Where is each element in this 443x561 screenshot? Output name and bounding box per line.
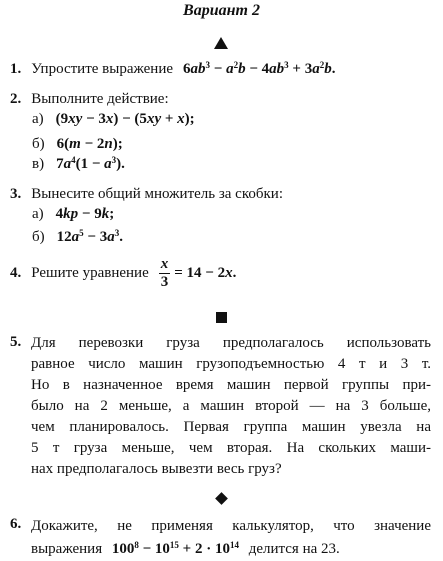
task-6-number-wrap (10, 515, 21, 533)
task-number: 5. (10, 334, 22, 350)
task-expression: = 14 − 2x. (174, 265, 237, 282)
diamond-marker-icon (215, 492, 228, 505)
task-expression: 6(m − 2n); (56, 136, 123, 152)
fraction-x-over-3: $\frac{x}{3}$ (160, 256, 169, 290)
task-text: Упростите выражение (31, 61, 174, 77)
task-2 (10, 90, 169, 108)
task-expression: $6ab^3 - a^2b - 4ab^3 + 3a^2b$. (183, 60, 336, 77)
task-5-line: было на 2 меньше, а машин второй — на 3 больше, (31, 398, 431, 414)
task-5-line: Для перевозки груза предполагалось использовать (31, 335, 431, 351)
variant-title: Вариант 2 (183, 2, 260, 19)
task-2a (32, 110, 195, 128)
task-text: Вынесите общий множитель за скобки: (31, 186, 283, 202)
square-marker-icon (216, 312, 227, 323)
task-6-line: Докажите, не применяя калькулятор, что значение (31, 518, 431, 534)
task-expression: 4kp − 9k; (55, 206, 115, 222)
task-text: Выполните действие: (31, 91, 169, 107)
sub-label: в) (32, 156, 45, 172)
task-expression: $7a^4(1 - a^3)$. (56, 155, 125, 172)
task-5-number-wrap (10, 333, 21, 351)
task-5-line: чем планировалось. Первая группа машин увезла на (31, 419, 431, 435)
task-3 (10, 185, 283, 203)
task-5-line: 5 т груза меньше, чем вторая. На скольких маши- (31, 440, 431, 456)
task-5-line: Но в назначенное время машин первой группы при- (31, 377, 431, 393)
task-6-text: выражения (31, 541, 103, 557)
task-number: 2. (10, 91, 22, 107)
task-expression: $100^8 - 10^{15} + 2 \cdot 10^{14}$ (111, 540, 239, 557)
sub-label: б) (32, 229, 45, 245)
task-expression: (9xy − 3x) − (5xy + x); (55, 111, 195, 127)
task-5-line: нах предполагалось вывезти весь груз? (31, 461, 282, 477)
sub-label: а) (32, 206, 44, 222)
sub-label: б) (32, 136, 45, 152)
task-5 (31, 333, 431, 480)
task-number: 1. (10, 61, 22, 77)
task-1 (10, 60, 335, 78)
task-5-line: равное число машин грузоподъемностью 4 т и 3 т. (31, 356, 431, 372)
task-2c (32, 155, 125, 173)
task-6-tail: делится на 23. (248, 541, 340, 557)
task-2b (32, 135, 123, 153)
task-text: Решите уравнение (31, 265, 149, 282)
task-expression: $12a^5 - 3a^3$. (56, 228, 123, 245)
task-number: 3. (10, 186, 22, 202)
task-6 (31, 515, 431, 561)
task-number: 4. (10, 265, 22, 282)
task-3b (32, 228, 123, 246)
task-number: 6. (10, 516, 22, 532)
triangle-marker-icon (214, 37, 228, 49)
sub-label: а) (32, 111, 44, 127)
task-6-line-2 (31, 538, 431, 561)
task-3a (32, 205, 114, 223)
task-4 (10, 256, 236, 291)
